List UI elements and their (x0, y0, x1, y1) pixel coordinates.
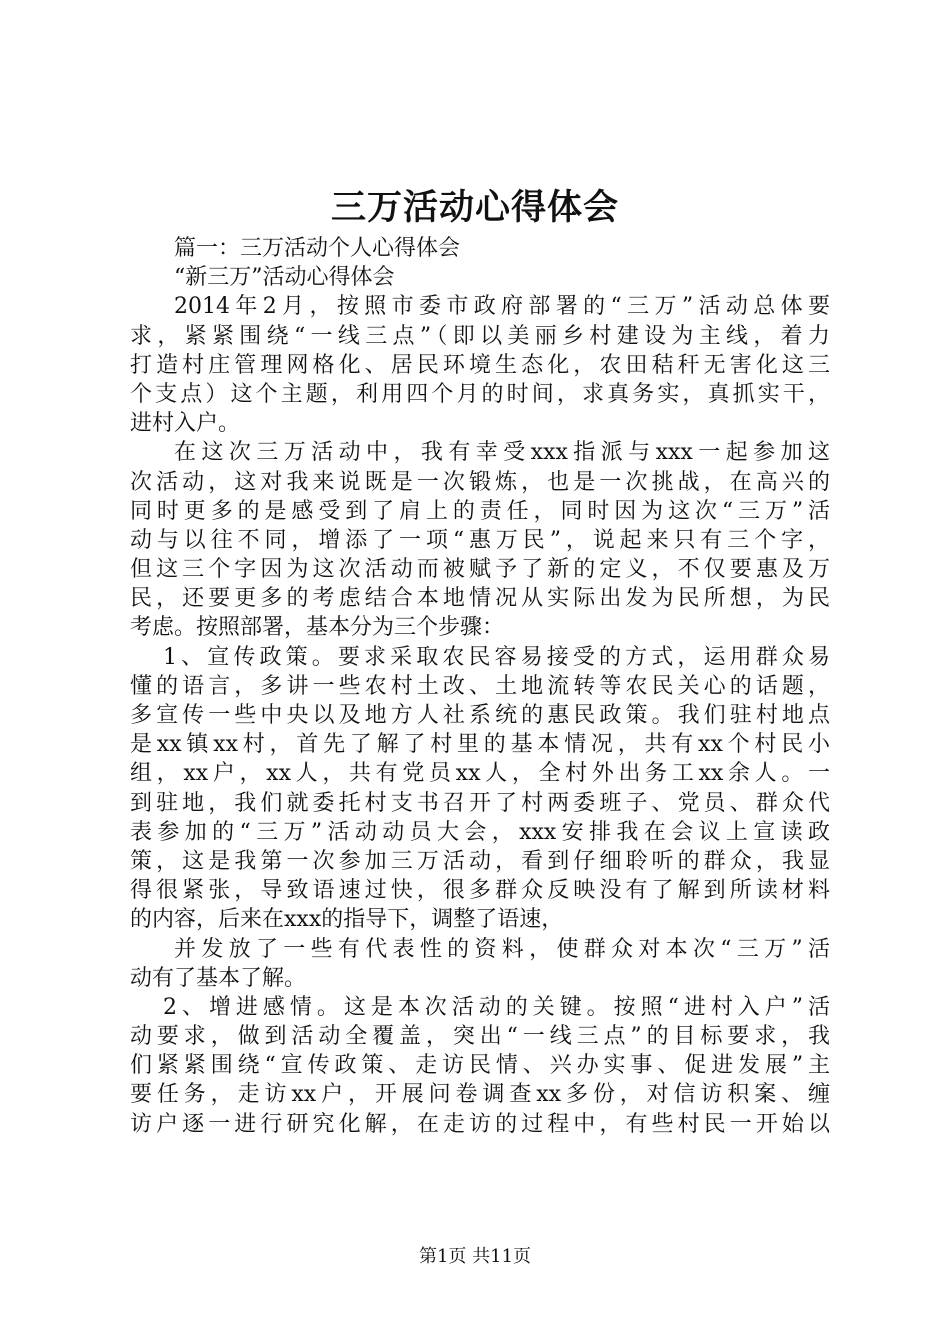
text-line: 在这次三万活动中，我有幸受xxx指派与xxx一起参加这 (174, 440, 830, 466)
text-line: 2、增进感情。这是本次活动的关键。按照“进村入户”活 (163, 994, 830, 1020)
text-line: 民，还要更多的考虑结合本地情况从实际出发为民所想，为民 (130, 586, 830, 612)
text-line: 动与以往不同，增添了一项“惠万民”，说起来只有三个字， (130, 527, 830, 553)
text-line: 个支点）这个主题，利用四个月的时间，求真务实，真抓实干， (130, 381, 830, 407)
text-line: 表参加的“三万”活动动员大会，xxx安排我在会议上宣读政 (130, 819, 830, 845)
text-line: 组，xx户，xx人，共有党员xx人，全村外出务工xx余人。一 (130, 761, 830, 787)
text-line: 动要求，做到活动全覆盖，突出“一线三点”的目标要求，我 (130, 1024, 830, 1050)
text-line: 是xx镇xx村，首先了解了村里的基本情况，共有xx个村民小 (130, 732, 830, 758)
text-line: 要任务，走访xx户，开展问卷调查xx多份，对信访积案、缠 (130, 1082, 830, 1108)
text-line: 的内容，后来在xxx的指导下，调整了语速， (130, 907, 564, 933)
text-line: 多宣传一些中央以及地方人社系统的惠民政策。我们驻村地点 (130, 703, 830, 728)
document-title: 三万活动心得体会 (330, 187, 619, 228)
text-line: “新三万”活动心得体会 (174, 265, 395, 291)
text-line: 得很紧张，导致语速过快，很多群众反映没有了解到所读材料 (130, 878, 830, 904)
text-line: 打造村庄管理网格化、居民环境生态化，农田秸秆无害化这三 (130, 352, 830, 378)
text-line: 1、宣传政策。要求采取农民容易接受的方式，运用群众易 (163, 644, 830, 670)
text-line: 进村入户。 (130, 411, 241, 437)
text-line: 策，这是我第一次参加三万活动，看到仔细聆听的群众，我显 (130, 848, 830, 874)
text-line: 篇一：三万活动个人心得体会 (174, 236, 461, 261)
text-line: 求，紧紧围绕“一线三点”（即以美丽乡村建设为主线，着力 (130, 323, 830, 349)
text-line: 动有了基本了解。 (130, 965, 307, 991)
text-line: 考虑。按照部署，基本分为三个步骤： (130, 615, 505, 641)
text-line: 到驻地，我们就委托村支书召开了村两委班子、党员、群众代 (130, 790, 830, 816)
text-line: 们紧紧围绕“宣传政策、走访民情、兴办实事、促进发展”主 (130, 1053, 830, 1079)
page-footer: 第1页 共11页 (418, 1246, 532, 1267)
text-line: 同时更多的是感受到了肩上的责任，同时因为这次“三万”活 (130, 498, 830, 524)
text-line: 但这三个字因为这次活动而被赋予了新的定义，不仅要惠及万 (130, 557, 830, 583)
text-line: 并发放了一些有代表性的资料，使群众对本次“三万”活 (174, 936, 830, 962)
text-line: 懂的语言，多讲一些农村土改、土地流转等农民关心的话题， (130, 673, 830, 699)
document-body (130, 234, 830, 1139)
text-line: 2014年2月，按照市委市政府部署的“三万”活动总体要 (174, 294, 830, 320)
text-line: 次活动，这对我来说既是一次锻炼，也是一次挑战，在高兴的 (130, 469, 830, 495)
text-line: 访户逐一进行研究化解，在走访的过程中，有些村民一开始以 (130, 1111, 830, 1137)
